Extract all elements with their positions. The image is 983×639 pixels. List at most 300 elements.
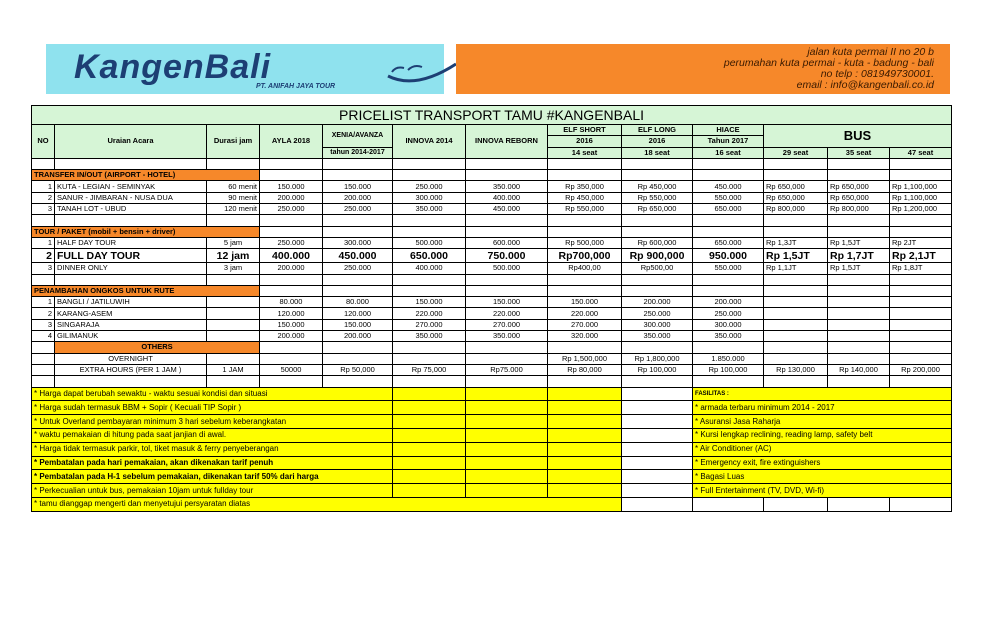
- row-no: 3: [32, 263, 55, 274]
- empty-cell: [207, 376, 260, 387]
- note-row: [32, 470, 952, 484]
- row-desc: EXTRA HOURS (PER 1 JAM ): [55, 364, 207, 375]
- empty-cell: [828, 226, 890, 237]
- price-elf-short: Rp 80,000: [548, 364, 622, 375]
- elf-long-year: 2016: [622, 136, 693, 147]
- empty-cell: [548, 376, 622, 387]
- table-row: [32, 181, 952, 192]
- empty-cell: [260, 376, 323, 387]
- price-elf-long: Rp 450,000: [622, 181, 693, 192]
- note-fill: [393, 387, 466, 401]
- empty-cell: [55, 274, 207, 285]
- col-xenia: [323, 125, 393, 148]
- price-elf-short: 320.000: [548, 331, 622, 342]
- price-hiace: Rp 100,000: [693, 364, 764, 375]
- elf-short-year: 2016: [548, 136, 622, 147]
- note-text: * Untuk Overland pembayaran minimum 3 hari sebelum keberangkatan: [32, 415, 393, 429]
- elf-short-seat: 14 seat: [548, 147, 622, 158]
- empty-cell: [622, 376, 693, 387]
- price-bus-29: Rp 650,000: [764, 192, 828, 203]
- row-no: 3: [32, 319, 55, 330]
- empty-cell: [207, 158, 260, 169]
- empty-cell: [828, 158, 890, 169]
- bus-29-seat: 29 seat: [764, 147, 828, 158]
- price-innova: 400.000: [393, 263, 466, 274]
- empty-cell: [890, 376, 952, 387]
- price-elf-long: 250.000: [622, 308, 693, 319]
- col-durasi: Durasi jam: [207, 125, 260, 159]
- price-bus-29: [764, 297, 828, 308]
- price-xenia: 80.000: [323, 297, 393, 308]
- note-fill: [466, 456, 548, 470]
- note-fill: [548, 442, 622, 456]
- col-hiace: HIACE: [693, 125, 764, 136]
- note-fill: [548, 387, 622, 401]
- bus-47-seat: 47 seat: [890, 147, 952, 158]
- price-bus-35: Rp 1,7JT: [828, 249, 890, 263]
- note-row: [32, 415, 952, 429]
- price-bus-29: Rp 130,000: [764, 364, 828, 375]
- empty-cell: [764, 376, 828, 387]
- empty-cell: [393, 226, 466, 237]
- empty-cell: [32, 376, 55, 387]
- price-elf-long: Rp 600,000: [622, 237, 693, 248]
- row-no: 2: [32, 308, 55, 319]
- row-no: 1: [32, 237, 55, 248]
- price-bus-29: [764, 308, 828, 319]
- row-no: [32, 353, 55, 364]
- table-row: [32, 353, 952, 364]
- empty-cell: [466, 376, 548, 387]
- empty-cell: [548, 215, 622, 226]
- empty-cell: [622, 456, 693, 470]
- empty-cell: [622, 428, 693, 442]
- note-fill: [393, 456, 466, 470]
- empty-cell: [764, 215, 828, 226]
- price-bus-47: Rp 1,200,000: [890, 204, 952, 215]
- empty-cell: [466, 226, 548, 237]
- price-xenia: 120.000: [323, 308, 393, 319]
- price-bus-35: Rp 1,5JT: [828, 263, 890, 274]
- price-bus-35: [828, 353, 890, 364]
- price-elf-short: Rp 550,000: [548, 204, 622, 215]
- row-no: 1: [32, 181, 55, 192]
- bus-35-seat: 35 seat: [828, 147, 890, 158]
- price-elf-long: Rp 1,800,000: [622, 353, 693, 364]
- empty-cell: [393, 285, 466, 296]
- note-fill: [466, 401, 548, 415]
- price-reborn: 500.000: [466, 263, 548, 274]
- price-innova: 350.000: [393, 331, 466, 342]
- empty-cell: [828, 342, 890, 353]
- price-elf-long: Rp 550,000: [622, 192, 693, 203]
- price-xenia: 450.000: [323, 249, 393, 263]
- price-bus-35: [828, 331, 890, 342]
- col-bus: BUS: [764, 125, 952, 148]
- price-innova: Rp 75,000: [393, 364, 466, 375]
- price-bus-29: [764, 319, 828, 330]
- empty-cell: [622, 285, 693, 296]
- empty-cell: [548, 158, 622, 169]
- price-reborn: 270.000: [466, 319, 548, 330]
- price-innova: 220.000: [393, 308, 466, 319]
- row-desc: SANUR - JIMBARAN - NUSA DUA: [55, 192, 207, 203]
- price-xenia: 250.000: [323, 204, 393, 215]
- row-duration: 12 jam: [207, 249, 260, 263]
- price-ayla: 200.000: [260, 192, 323, 203]
- facility-text: * Full Entertainment (TV, DVD, Wi-fi): [693, 484, 952, 498]
- empty-cell: [693, 158, 764, 169]
- table-row: [32, 331, 952, 342]
- empty-cell: [548, 226, 622, 237]
- empty-cell: [323, 170, 393, 181]
- blank-row: [32, 376, 952, 387]
- note-row: [32, 387, 952, 401]
- logo-subtitle: PT. ANIFAH JAYA TOUR: [256, 83, 336, 90]
- empty-cell: [207, 274, 260, 285]
- empty-cell: [693, 376, 764, 387]
- price-bus-35: [828, 297, 890, 308]
- empty-cell: [622, 415, 693, 429]
- price-bus-35: Rp 650,000: [828, 192, 890, 203]
- logo: KangenBali: [74, 48, 272, 86]
- facility-text: * Bagasi Luas: [693, 470, 952, 484]
- section-row: [32, 285, 952, 296]
- contact-area: perumahan kuta permai - kuta - badung - bali: [723, 57, 934, 69]
- price-hiace: 1.850.000: [693, 353, 764, 364]
- facility-text: * Air Conditioner (AC): [693, 442, 952, 456]
- table-row: [32, 364, 952, 375]
- hiace-year: Tahun 2017: [693, 136, 764, 147]
- price-elf-short: Rp 1,500,000: [548, 353, 622, 364]
- section-label: PENAMBAHAN ONGKOS UNTUK RUTE: [32, 285, 260, 296]
- price-innova: [393, 353, 466, 364]
- row-desc: OVERNIGHT: [55, 353, 207, 364]
- price-hiace: 250.000: [693, 308, 764, 319]
- price-innova: 250.000: [393, 181, 466, 192]
- empty-cell: [622, 442, 693, 456]
- empty-cell: [260, 215, 323, 226]
- empty-cell: [693, 215, 764, 226]
- empty-cell: [890, 215, 952, 226]
- note-fill: [466, 415, 548, 429]
- empty-cell: [55, 158, 207, 169]
- section-label: TRANSFER IN/OUT (AIRPORT - HOTEL): [32, 170, 260, 181]
- row-duration: 3 jam: [207, 263, 260, 274]
- section-label: TOUR / PAKET (mobil + bensin + driver): [32, 226, 260, 237]
- row-no: [32, 364, 55, 375]
- xenia-year: tahun 2014-2017: [323, 147, 393, 158]
- note-row: [32, 456, 952, 470]
- empty-cell: [764, 285, 828, 296]
- empty-cell: [260, 342, 323, 353]
- price-elf-long: Rp 900,000: [622, 249, 693, 263]
- note-fill: [466, 484, 548, 498]
- row-duration: 90 menit: [207, 192, 260, 203]
- price-elf-long: Rp 650,000: [622, 204, 693, 215]
- note-fill: [393, 428, 466, 442]
- row-desc: BANGLI / JATILUWIH: [55, 297, 207, 308]
- empty-cell: [207, 215, 260, 226]
- price-bus-35: Rp 1,5JT: [828, 237, 890, 248]
- price-hiace: 350.000: [693, 331, 764, 342]
- table-row: [32, 237, 952, 248]
- col-elf-long: ELF LONG: [622, 125, 693, 136]
- note-text: * Pembatalan pada hari pemakaian, akan dikenakan tarif penuh: [32, 456, 393, 470]
- price-elf-long: Rp500,00: [622, 263, 693, 274]
- empty-cell: [323, 226, 393, 237]
- table-row: [32, 204, 952, 215]
- price-xenia: 150.000: [323, 181, 393, 192]
- price-bus-47: [890, 319, 952, 330]
- price-elf-short: 270.000: [548, 319, 622, 330]
- price-bus-35: Rp 650,000: [828, 181, 890, 192]
- price-elf-short: Rp700,000: [548, 249, 622, 263]
- price-ayla: 150.000: [260, 319, 323, 330]
- price-ayla: 250.000: [260, 237, 323, 248]
- empty-cell: [622, 158, 693, 169]
- empty-cell: [622, 226, 693, 237]
- price-hiace: 200.000: [693, 297, 764, 308]
- empty-cell: [260, 158, 323, 169]
- contact-address: jalan kuta permai II no 20 b: [807, 46, 934, 58]
- empty-cell: [828, 170, 890, 181]
- note-fill: [393, 442, 466, 456]
- empty-cell: [323, 285, 393, 296]
- col-no: NO: [32, 125, 55, 159]
- price-reborn: 750.000: [466, 249, 548, 263]
- price-elf-short: Rp 450,000: [548, 192, 622, 203]
- row-duration: [207, 308, 260, 319]
- others-header-row: [32, 342, 952, 353]
- logo-banner: [46, 44, 444, 94]
- row-no: 4: [32, 331, 55, 342]
- note-fill: [466, 428, 548, 442]
- price-reborn: Rp75.000: [466, 364, 548, 375]
- empty-cell: [260, 170, 323, 181]
- price-innova: 650.000: [393, 249, 466, 263]
- contact-phone: no telp : 081949730001.: [820, 68, 934, 80]
- row-desc: KARANG-ASEM: [55, 308, 207, 319]
- empty-cell: [323, 342, 393, 353]
- price-bus-29: Rp 1,3JT: [764, 237, 828, 248]
- col-xenia-name: XENIA/AVANZA: [331, 131, 384, 139]
- price-ayla: 150.000: [260, 181, 323, 192]
- note-text: * Harga dapat berubah sewaktu - waktu sesuai kondisi dan situasi: [32, 387, 393, 401]
- price-reborn: 220.000: [466, 308, 548, 319]
- empty-cell: [622, 170, 693, 181]
- price-elf-long: Rp 100,000: [622, 364, 693, 375]
- empty-cell: [693, 274, 764, 285]
- empty-cell: [693, 342, 764, 353]
- note-fill: [466, 470, 548, 484]
- note-text: * Harga sudah termasuk BBM + Sopir ( Kecuali TIP Sopir ): [32, 401, 393, 415]
- col-ayla: AYLA 2018: [260, 125, 323, 159]
- empty-cell: [828, 376, 890, 387]
- note-row: [32, 442, 952, 456]
- row-duration: [207, 353, 260, 364]
- note-text: * waktu pemakaian di hitung pada saat janjian di awal.: [32, 428, 393, 442]
- section-row: [32, 226, 952, 237]
- empty-cell: [393, 376, 466, 387]
- row-duration: 5 jam: [207, 237, 260, 248]
- empty-cell: [466, 274, 548, 285]
- empty-cell: [622, 387, 693, 401]
- price-bus-47: Rp 1,8JT: [890, 263, 952, 274]
- facility-text: * Kursi lengkap reclining, reading lamp, safety belt: [693, 428, 952, 442]
- table-row: [32, 297, 952, 308]
- empty-cell: [32, 215, 55, 226]
- price-innova: 300.000: [393, 192, 466, 203]
- empty-cell: [466, 342, 548, 353]
- empty-cell: [890, 226, 952, 237]
- price-reborn: 350.000: [466, 181, 548, 192]
- empty-cell: [890, 158, 952, 169]
- price-xenia: 150.000: [323, 319, 393, 330]
- empty-cell: [828, 497, 890, 511]
- empty-cell: [622, 497, 693, 511]
- row-duration: 60 menit: [207, 181, 260, 192]
- empty-cell: [323, 274, 393, 285]
- price-reborn: 350.000: [466, 331, 548, 342]
- price-ayla: [260, 353, 323, 364]
- price-ayla: 250.000: [260, 204, 323, 215]
- price-bus-29: [764, 331, 828, 342]
- empty-cell: [323, 158, 393, 169]
- empty-cell: [622, 401, 693, 415]
- empty-cell: [548, 342, 622, 353]
- price-bus-35: Rp 800,000: [828, 204, 890, 215]
- empty-cell: [622, 274, 693, 285]
- price-innova: 150.000: [393, 297, 466, 308]
- price-bus-47: [890, 308, 952, 319]
- note-row: [32, 428, 952, 442]
- price-bus-35: [828, 319, 890, 330]
- price-bus-35: Rp 140,000: [828, 364, 890, 375]
- note-row: [32, 401, 952, 415]
- price-xenia: Rp 50,000: [323, 364, 393, 375]
- price-bus-29: [764, 353, 828, 364]
- contact-email: email : info@kangenbali.co.id: [796, 79, 934, 91]
- section-row: [32, 170, 952, 181]
- facility-text: * Asuransi Jasa Raharja: [693, 415, 952, 429]
- empty-cell: [693, 285, 764, 296]
- price-bus-29: Rp 800,000: [764, 204, 828, 215]
- empty-cell: [466, 215, 548, 226]
- note-fill: [548, 484, 622, 498]
- row-desc: SINGARAJA: [55, 319, 207, 330]
- empty-cell: [622, 342, 693, 353]
- price-xenia: 250.000: [323, 263, 393, 274]
- empty-cell: [890, 170, 952, 181]
- note-row: [32, 484, 952, 498]
- empty-cell: [622, 484, 693, 498]
- empty-cell: [890, 274, 952, 285]
- facility-text: * Emergency exit, fire extinguishers: [693, 456, 952, 470]
- price-elf-short: 220.000: [548, 308, 622, 319]
- price-elf-short: 150.000: [548, 297, 622, 308]
- swoosh-icon: [386, 58, 466, 88]
- row-duration: 120 menit: [207, 204, 260, 215]
- empty-cell: [466, 170, 548, 181]
- empty-cell: [466, 285, 548, 296]
- price-xenia: 200.000: [323, 331, 393, 342]
- empty-cell: [764, 342, 828, 353]
- empty-cell: [55, 215, 207, 226]
- row-duration: 1 JAM: [207, 364, 260, 375]
- empty-cell: [260, 226, 323, 237]
- empty-cell: [548, 285, 622, 296]
- price-ayla: 80.000: [260, 297, 323, 308]
- row-desc: FULL DAY TOUR: [55, 249, 207, 263]
- empty-cell: [32, 274, 55, 285]
- empty-cell: [828, 215, 890, 226]
- price-elf-long: 350.000: [622, 331, 693, 342]
- note-text: * Perkecualian untuk bus, pemakaian 10jam untuk fullday tour: [32, 484, 393, 498]
- price-bus-47: [890, 331, 952, 342]
- hiace-seat: 16 seat: [693, 147, 764, 158]
- pricelist-table: [31, 105, 952, 512]
- price-hiace: 650.000: [693, 237, 764, 248]
- price-bus-29: Rp 1,5JT: [764, 249, 828, 263]
- price-innova: 500.000: [393, 237, 466, 248]
- empty-cell: [323, 376, 393, 387]
- note-fill: [548, 470, 622, 484]
- price-bus-35: [828, 308, 890, 319]
- price-bus-47: Rp 2JT: [890, 237, 952, 248]
- blank-row: [32, 158, 952, 169]
- price-elf-long: 300.000: [622, 319, 693, 330]
- price-hiace: 300.000: [693, 319, 764, 330]
- price-ayla: 400.000: [260, 249, 323, 263]
- price-hiace: 550.000: [693, 192, 764, 203]
- empty-cell: [32, 158, 55, 169]
- row-no: 1: [32, 297, 55, 308]
- price-bus-47: [890, 297, 952, 308]
- empty-cell: [764, 226, 828, 237]
- price-reborn: 150.000: [466, 297, 548, 308]
- note-text: * Harga tidak termasuk parkir, tol, tiket masuk & ferry penyeberangan: [32, 442, 393, 456]
- price-bus-47: Rp 1,100,000: [890, 192, 952, 203]
- price-bus-47: [890, 353, 952, 364]
- note-fill: [393, 484, 466, 498]
- price-innova: 270.000: [393, 319, 466, 330]
- row-no: 3: [32, 204, 55, 215]
- empty-cell: [393, 170, 466, 181]
- empty-cell: [890, 285, 952, 296]
- row-desc: TANAH LOT - UBUD: [55, 204, 207, 215]
- note-text: * tamu dianggap mengerti dan menyetujui persyaratan diatas: [32, 497, 622, 511]
- empty-cell: [764, 170, 828, 181]
- price-ayla: 200.000: [260, 263, 323, 274]
- facility-text: FASILITAS :: [693, 387, 952, 401]
- row-duration: [207, 331, 260, 342]
- row-desc: KUTA - LEGIAN - SEMINYAK: [55, 181, 207, 192]
- col-uraian: Uraian Acara: [55, 125, 207, 159]
- empty-cell: [548, 170, 622, 181]
- row-desc: GILIMANUK: [55, 331, 207, 342]
- page-title: PRICELIST TRANSPORT TAMU #KANGENBALI: [32, 106, 952, 125]
- note-text: * Pembatalan pada H-1 sebelum pemakaian, dikenakan tarif 50% dari harga: [32, 470, 393, 484]
- price-ayla: 120.000: [260, 308, 323, 319]
- table-row: [32, 249, 952, 263]
- price-bus-47: Rp 200,000: [890, 364, 952, 375]
- row-desc: HALF DAY TOUR: [55, 237, 207, 248]
- price-xenia: 200.000: [323, 192, 393, 203]
- price-hiace: 550.000: [693, 263, 764, 274]
- price-reborn: 600.000: [466, 237, 548, 248]
- note-fill: [466, 387, 548, 401]
